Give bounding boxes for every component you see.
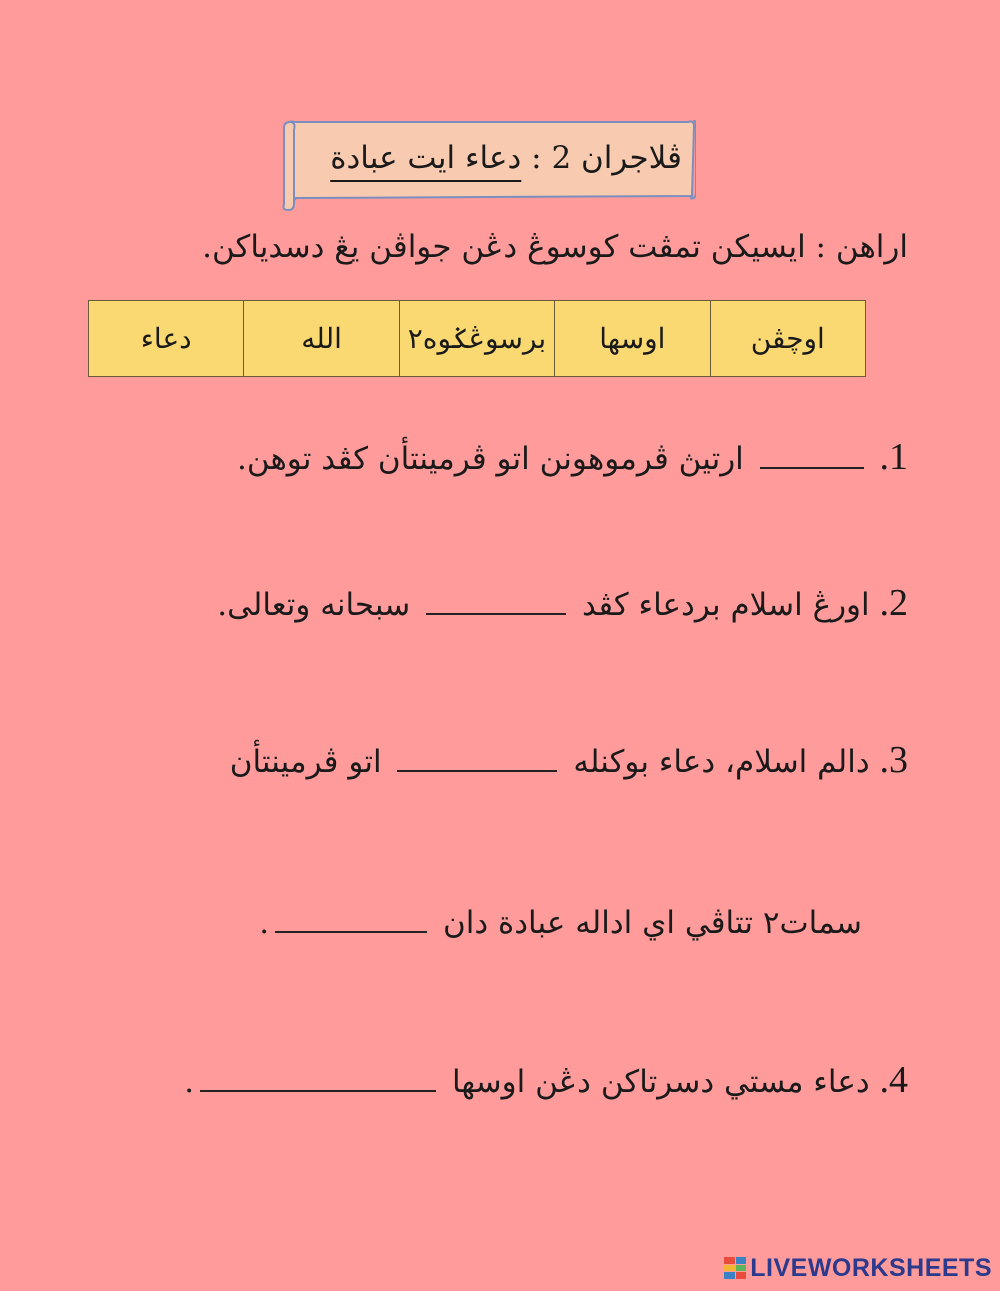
answer-blank[interactable]: [200, 1064, 436, 1092]
question-text: دعاء مستي دسرتاكن دڠن اوسها: [451, 1064, 870, 1100]
question-text: ارتيڽ ڤرموهونن اتو ڤرمينتأن كڤد توهن.: [237, 441, 744, 477]
answer-blank[interactable]: [760, 441, 864, 469]
word-bank-cell[interactable]: الله: [244, 301, 399, 377]
question-text: اتو ڤرمينتأن: [229, 744, 382, 780]
instruction-text: اراهن : ايسيكن تمڤت كوسوڠ دڠن جواڤن يڠ دسدياكن.: [202, 229, 908, 265]
title-prefix: ڤلاجران 2 :: [521, 140, 682, 176]
question-text: سبحانه وتعالى.: [217, 587, 411, 623]
liveworksheets-brand: LIVEWORKSHEETS: [750, 1253, 992, 1282]
question-3: [230, 735, 908, 787]
answer-blank[interactable]: [275, 905, 427, 933]
word-bank-cell[interactable]: اوچڤن: [710, 301, 865, 377]
liveworksheets-logo-icon: [724, 1257, 746, 1279]
question-number: 3.: [879, 739, 908, 781]
question-1: [237, 432, 908, 484]
question-number: 2.: [879, 582, 908, 624]
question-text: اورڠ اسلام بردعاء كڤد: [581, 587, 870, 623]
title-banner: [282, 120, 696, 206]
word-bank-table: [88, 300, 866, 377]
answer-blank[interactable]: [426, 587, 566, 615]
word-bank-cell[interactable]: دعاء: [89, 301, 244, 377]
worksheet-title: [302, 128, 682, 192]
question-text: دالم اسلام، دعاء بوكنله: [573, 744, 870, 780]
title-underlined: دعاء ايت عبادة: [330, 140, 522, 176]
question-4: [184, 1055, 908, 1107]
question-2: [217, 578, 908, 630]
question-3-continued: [259, 898, 862, 948]
question-text: سمات٢ تتاڤي اي اداله عبادة دان: [442, 905, 862, 941]
answer-blank[interactable]: [397, 744, 557, 772]
question-number: 1.: [879, 436, 908, 478]
word-bank-cell[interactable]: اوسها: [555, 301, 710, 377]
question-end: .: [259, 905, 270, 941]
liveworksheets-logo: [724, 1253, 992, 1283]
question-end: .: [184, 1064, 195, 1100]
question-number: 4.: [879, 1059, 908, 1101]
word-bank-cell[interactable]: برسوڠݢوه٢: [399, 301, 554, 377]
